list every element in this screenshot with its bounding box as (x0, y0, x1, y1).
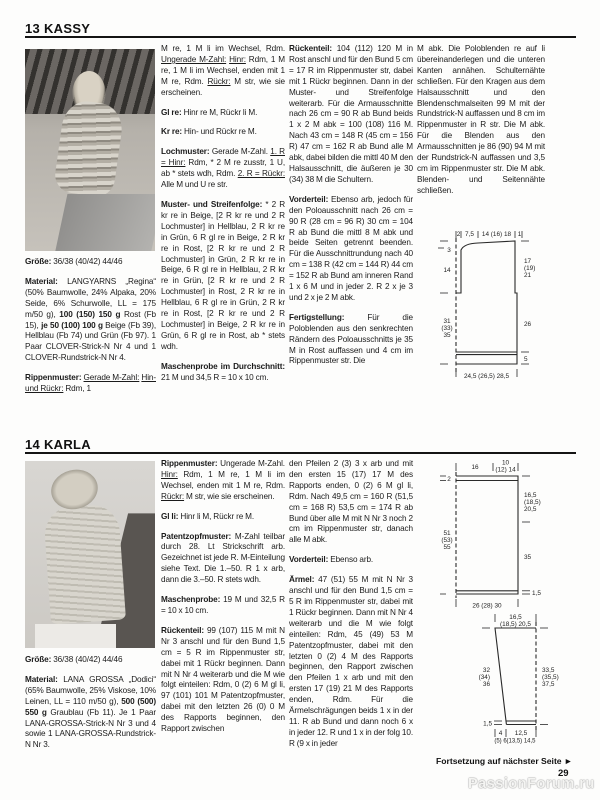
karla-column-2 (161, 459, 285, 735)
measurement-label: 16 (471, 464, 479, 471)
measurement-label: 1,5 (483, 720, 492, 728)
paragraph: Fertigstellung: Für die Poloblenden aus den senkrechten Rändern des Poloausschnitts je 35 M in Rost auffassen und 4 cm im Rippenmuster str. Die (289, 312, 413, 366)
paragraph: Rückenteil: 104 (112) 120 M in Rost anschl und für den Bund 5 cm = 17 R im Rippenmuster str, dabei mit 1 Rückr beginnen. Dann in der Muster- und Streifenfolge weiterarb. Für die Armausschnitte nach 26 cm = 90 R ab Bund beids 1 x 2 M abk = 100 (108) 116 M. Nach 43 cm = 148 R (45 cm = 156 R) 47 cm = 162 R ab Bund alle M abk, dabei bilden die mittl 40 M den Halsausschnitt, die äußeren je 30 (34) 38 M die Schultern. (289, 44, 413, 184)
measurement-label: 2 (456, 231, 461, 238)
measurement-label: 26 (524, 321, 532, 328)
measurement-label: 33,5 (542, 667, 555, 674)
paragraph: M re, 1 M li im Wechsel, Rdm. Ungerade M-Zahl: Hinr: Rdm, 1 M re, 1 M li im Wechsel, enden mit 1 M re, Rdm. Rückr: M str, wie sie erscheinen. (161, 44, 285, 97)
karla-column-1 (25, 655, 156, 751)
paragraph: Gl li: Hinr li M, Rückr re M. (161, 511, 255, 521)
paragraph: Vorderteil: Ebenso arb, jedoch für den Poloausschnitt nach 26 cm = 90 R (28 cm = 96 R) 30 cm = 104 R ab Bund die mittl 8 M abk und beide Seiten getrennt beenden. Für die Ausschnittrundung nach 40 cm = 138 R (42 cm = 144 R) 44 cm = 152 R ab Bund am inneren Rand 1 x 6 M und in jeder 2. R 2 x je 3 und 2 x je 2 M abk. (289, 194, 413, 302)
karla-body-schematic (436, 458, 578, 610)
measurement-label: 2 (447, 476, 451, 483)
measurement-label: 1 (517, 231, 522, 238)
karla-sleeve-schematic (436, 612, 578, 754)
photo-jeans (55, 194, 155, 251)
schematic-ticks (482, 614, 548, 737)
continuation-note (436, 756, 573, 766)
measurement-label: 14 (443, 267, 451, 274)
paragraph: den Pfeilen 2 (3) 3 x arb und mit den ersten 15 (17) 17 M des Rapports enden, 0 (2) 6 M gl li, Rdm. Nach 49,5 cm = 160 R (51,5 cm = 168 R) 53,5 cm = 174 R ab Bund über alle M mit N Nr 3 noch 2 cm im Rippenmuster str, danach alle M abk. (289, 459, 413, 545)
measurement-label: 4 (498, 730, 503, 737)
measurement-label: 55 (443, 544, 451, 551)
paragraph: Ärmel: 47 (51) 55 M mit N Nr 3 anschl und für den Bund 1,5 cm = 5 R im Rippenmuster str, dabei mit 1 Rückr beginnen. Dann mit N Nr 4 weiterarb und die M wie folgt einteilen: Rdm, 45 (49) 53 M Patentzopfmuster, dabei mit den letzten 0 (2) 4 M des Rapports beginnen, den Rapport zwischen den Pfeilen 1 x arb und mit den ersten 17 (19) 21 M des Rapports enden, Rdm. Für die Ärmelschrägungen beids 1 x in der 11. R ab Bund und dann noch 6 x in jeder 12. R und 1 x in der folg 10. R (9 x in jeder (289, 575, 413, 748)
measurement-label: 37,5 (542, 681, 555, 688)
measurement-label: 16,5 (524, 492, 537, 499)
measurement-label: 1,5 (532, 590, 541, 597)
schematic-outline (456, 238, 517, 372)
photo-sweater (43, 503, 126, 624)
paragraph: Rückenteil: 99 (107) 115 M mit N Nr 3 anschl und für den Bund 1,5 cm = 5 R im Rippenmuster str, dabei mit 1 Rückr beginnen. Dann mit N Nr 4 weiterarb und die M wie folgt einteilen: Rdm, 0 (2) 6 M gl li, 97 (101) 101 M Patentzopfmuster, dabei mit den letzten 26 (0) 0 M des Rapports beginnen, den Rapport zwischen (161, 625, 285, 734)
measurement-label: 17 (524, 258, 532, 265)
measurement-label: 7,5 (465, 231, 474, 238)
measurement-label: 51 (443, 530, 451, 537)
measurement-label: 26 (28) 30 (472, 602, 502, 610)
paragraph: Rippenmuster: Gerade M-Zahl: Hin- und Rückr: Rdm, 1 (25, 373, 156, 394)
paragraph: Maschenprobe: 19 M und 32,5 R = 10 x 10 cm. (161, 595, 285, 615)
section-title-karla: 14 KARLA (25, 437, 91, 452)
paragraph: Kr re: Hin- und Rückr re M. (161, 127, 257, 137)
measurement-label: 16,5 (509, 614, 522, 621)
schematic-outline (456, 472, 518, 598)
measurement-label: (18,5) (524, 499, 541, 506)
paragraph: Gl re: Hinr re M, Rückr li M. (161, 107, 258, 117)
measurement-label: 14 (16) 18 (481, 231, 512, 238)
kassy-column-2 (161, 44, 285, 383)
measurement-label: 36 (482, 681, 490, 688)
measurement-label: (34) (478, 674, 490, 681)
measurement-label: 12,5 (514, 730, 528, 737)
measurement-label: 21 (524, 272, 532, 279)
measurement-label: 24,5 (26,5) 28,5 (463, 373, 510, 380)
section-rule (25, 36, 576, 38)
measurement-label: 3 (447, 247, 451, 254)
measurement-label: (12) 14 (495, 466, 516, 474)
measurement-label: (19) (524, 265, 536, 272)
paragraph: Material: LANGYARNS „Regina“ (50% Baumwolle, 24% Alpaka, 20% Seide, 6% Schurwolle, LL = 175 m/50 g), 100 (150) 150 g Rost (Fb 15), je 50 (100) 100 g Beige (Fb 39), Hellblau (Fb 74) und Grün (Fb 97). 1 Paar CLOVER-Strick-N Nr 4 und 1 CLOVER-Rundstrick-N Nr 4. (25, 276, 156, 363)
paragraph: M abk. Die Poloblenden re auf li übereinanderlegen und die unteren Kanten annähen. Schulternähte schließen. Für den Kragen aus dem Halsausschnitt und den Blendenschmalseiten 99 M mit der Rundstrick-N auffassen und 8 cm im Rippenmuster in R str. Die M abk. Für die Blenden aus den Armausschnitten je 86 (90) 94 M mit der Rundstrick-N auffassen und 3,5 cm im Rippenmuster str. Die M abk. Blenden- und Seitennähte schließen. (417, 44, 545, 195)
next-page-arrow-icon: ► (563, 756, 573, 766)
measurement-label: (13,5) 14,5 (506, 738, 536, 745)
kassy-photo (25, 49, 155, 251)
measurement-label: (18,5) 20,5 (500, 621, 531, 628)
measurement-label: (53) (441, 537, 453, 544)
schematic-outline (495, 622, 536, 730)
kassy-column-3 (289, 44, 413, 367)
karla-photo (25, 461, 155, 648)
measurement-label: 20,5 (524, 506, 537, 513)
measurement-label: 32 (482, 667, 490, 674)
karla-column-3 (289, 459, 413, 750)
measurement-label: 35 (443, 332, 451, 339)
continuation-text: Fortsetzung auf nächster Seite (436, 756, 562, 766)
measurement-label: (5) 6 (494, 738, 507, 745)
paragraph: Material: LANA GROSSA „Dodici“ (65% Baumwolle, 25% Viskose, 10% Leinen, LL = 110 m/50 g), 500 (500) 550 g Graublau (Fb 11). Je 1 Paar LANA-GROSSA-Strick-N Nr 3 und 4 sowie 1 LANA-GROSSA-Rundstrick-N Nr 3. (25, 674, 157, 750)
schematic-ticks (440, 463, 530, 607)
kassy-column-1 (25, 257, 156, 395)
paragraph: Patentzopfmuster: M-Zahl teilbar durch 28. Lt Strickschrift arb. Gezeichnet ist jede R. M-Einteilung siehe Text. Die 1.–50. R 1 x arb, dann die 3.–50. R stets wdh. (161, 531, 285, 585)
paragraph: Muster- und Streifenfolge: * 2 R kr re in Beige, [2 R kr re und 2 R Lochmuster] in Hellblau, 2 R kr re in Grün, 6 R gl re in Beige, 2 R kr re in Rost, [2 R kr re und 2 R Lochmuster] in Grün, 2 R kr re in Beige, 6 R gl re in Hellblau, 2 R kr re in Grün, [2 R kr re und 2 R Lochmuster] in Rost, 2 R kr re in Hellblau, 6 R gl re in Grün, 2 R kr re in Rost, [2 R kr re und 2 R Lochmuster] in Beige, 2 R kr re in Grün, 6 R gl re in Rost, ab * stets wdh. (161, 199, 286, 351)
measurement-label: 5 (524, 356, 528, 363)
measurement-label: (35,5) (542, 674, 559, 681)
measurement-label: (33) (441, 325, 453, 332)
measurement-label: 35 (524, 554, 532, 561)
section-rule (25, 452, 576, 454)
paragraph: Rippenmuster: Ungerade M-Zahl. Hinr: Rdm, 1 M re, 1 M li im Wechsel, enden mit 1 M re, Rdm. Rückr: M str, wie sie erscheinen. (161, 459, 285, 501)
paragraph: Vorderteil: Ebenso arb. (289, 555, 374, 565)
paragraph: Größe: 36/38 (40/42) 44/46 (25, 257, 123, 266)
measurement-label: 10 (501, 459, 510, 467)
measurement-label: 31 (443, 318, 451, 325)
watermark: PassionForum.ru (468, 776, 595, 792)
photo-skirt (35, 624, 116, 648)
page-number: 29 (558, 768, 569, 779)
paragraph: Größe: 36/38 (40/42) 44/46 (25, 655, 123, 664)
section-title-kassy: 13 KASSY (25, 21, 91, 36)
paragraph: Maschenprobe im Durchschnitt: 21 M und 34,5 R = 10 x 10 cm. (161, 361, 285, 382)
kassy-front-schematic (436, 226, 578, 384)
paragraph: Lochmuster: Gerade M-Zahl. 1. R = Hinr: Rdm, * 2 M re zusstr, 1 U, ab * stets wdh, Rdm. 2. R = Rückr: Alle M und U re str. (161, 147, 285, 190)
kassy-column-4 (417, 44, 545, 197)
